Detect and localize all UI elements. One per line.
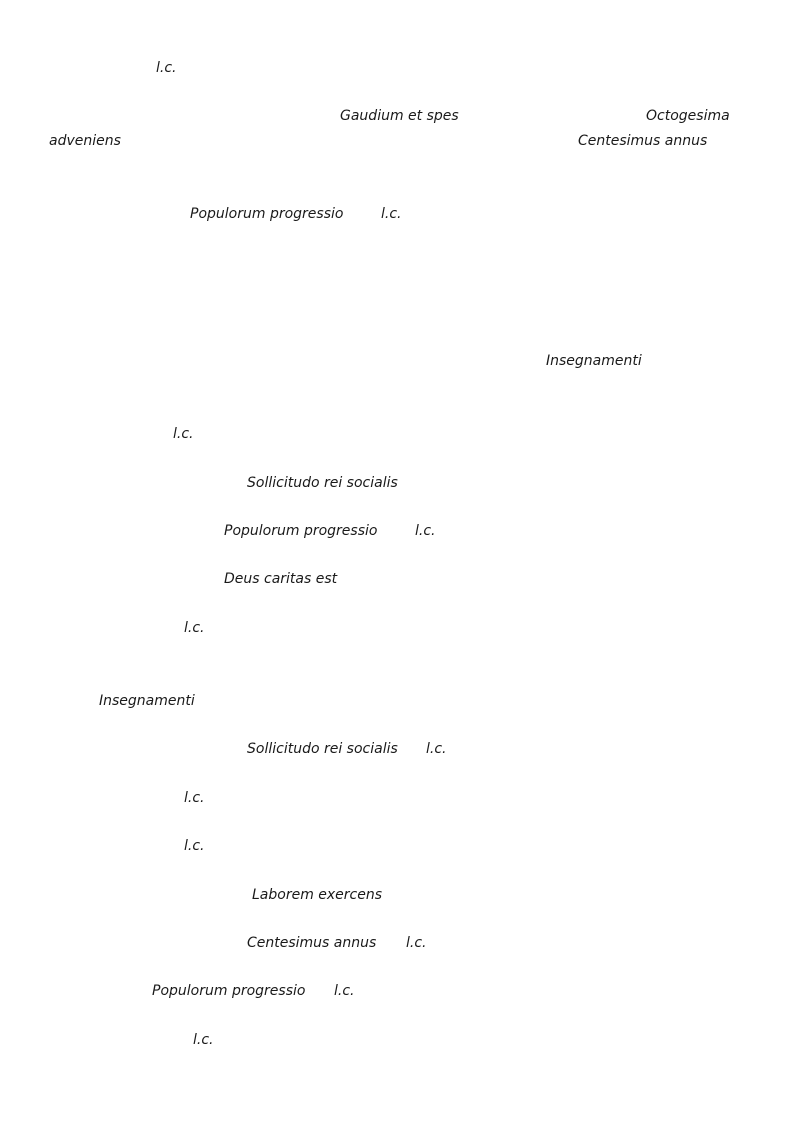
citation-lc: l.c. bbox=[184, 838, 205, 854]
citation-lc: l.c. bbox=[415, 523, 436, 539]
citation-laborem-exercens: Laborem exercens bbox=[252, 887, 383, 903]
citation-lc: l.c. bbox=[156, 60, 177, 76]
citation-lc: l.c. bbox=[173, 426, 194, 442]
citation-lc: l.c. bbox=[426, 741, 447, 757]
citation-centesimus-annus: Centesimus annus bbox=[247, 935, 377, 951]
citation-populorum-progressio: Populorum progressio bbox=[224, 523, 378, 539]
citation-insegnamenti: Insegnamenti bbox=[546, 353, 642, 369]
citation-insegnamenti: Insegnamenti bbox=[99, 693, 195, 709]
citation-sollicitudo-rei-socialis: Sollicitudo rei socialis bbox=[247, 475, 398, 491]
citation-octogesima: Octogesima bbox=[646, 108, 730, 124]
citation-populorum-progressio: Populorum progressio bbox=[152, 983, 306, 999]
citation-lc: l.c. bbox=[381, 206, 402, 222]
citation-deus-caritas-est: Deus caritas est bbox=[224, 571, 338, 587]
citation-lc: l.c. bbox=[184, 620, 205, 636]
citation-lc: l.c. bbox=[184, 790, 205, 806]
citation-centesimus-annus: Centesimus annus bbox=[578, 133, 708, 149]
citation-sollicitudo-rei-socialis: Sollicitudo rei socialis bbox=[247, 741, 398, 757]
citation-populorum-progressio: Populorum progressio bbox=[190, 206, 344, 222]
citation-adveniens: adveniens bbox=[49, 133, 121, 149]
citation-lc: l.c. bbox=[406, 935, 427, 951]
citation-lc: l.c. bbox=[193, 1032, 214, 1048]
citation-gaudium-et-spes: Gaudium et spes bbox=[340, 108, 459, 124]
citation-lc: l.c. bbox=[334, 983, 355, 999]
